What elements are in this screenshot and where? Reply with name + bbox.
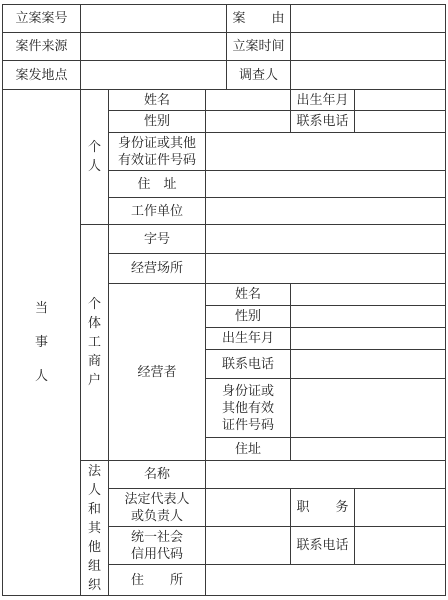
individual-gender-label: 性别 [143,114,170,129]
individual-id-field[interactable] [206,133,445,170]
investigator-field[interactable] [291,61,445,89]
org-address-label: 住 所 [130,572,183,588]
org-credit-code-label: 统一社会 信用代码 [130,529,183,562]
individual-label: 个 人 [87,140,101,174]
location-field[interactable] [81,61,226,89]
individual-phone-label: 联系电话 [296,114,349,129]
case-cause-label: 案 由 [232,11,285,26]
organization-label: 法 人 和 其 他 组 织 [87,463,101,593]
case-source-field[interactable] [81,33,226,60]
business-label: 个 体 工 商 户 [87,297,101,388]
operator-address-label: 住址 [234,441,261,457]
individual-birth-field[interactable] [355,90,445,110]
individual-address-label: 住 址 [137,176,177,192]
org-credit-code-field[interactable] [206,527,290,564]
premises-field[interactable] [206,254,445,283]
operator-phone-label: 联系电话 [221,356,274,372]
individual-birth-label: 出生年月 [296,92,349,108]
trade-name-field[interactable] [206,225,445,253]
operator-id-label: 身份证或 其他有效 证件号码 [221,383,274,433]
filing-time-label: 立案时间 [232,39,285,54]
operator-id-field[interactable] [291,379,445,437]
org-phone-field[interactable] [355,527,445,564]
org-position-label: 职 务 [296,500,349,515]
premises-label: 经营场所 [130,261,183,276]
org-rep-field[interactable] [206,489,290,526]
operator-name-field[interactable] [291,284,445,305]
operator-label: 经营者 [137,364,177,380]
operator-gender-label: 性别 [234,309,261,324]
operator-birth-label: 出生年月 [221,331,274,346]
case-source-label: 案件来源 [15,39,68,54]
operator-address-field[interactable] [291,438,445,460]
filing-time-field[interactable] [291,33,445,60]
individual-name-label: 姓名 [143,92,170,108]
individual-name-field[interactable] [206,90,290,110]
location-label: 案发地点 [15,67,68,83]
case-cause-field[interactable] [291,5,445,32]
case-number-field[interactable] [81,5,226,32]
individual-id-label: 身份证或其他 有效证件号码 [117,135,196,168]
org-name-field[interactable] [206,461,445,488]
operator-name-label: 姓名 [234,287,261,302]
investigator-label: 调查人 [238,67,278,83]
org-address-field[interactable] [206,565,445,595]
org-phone-label: 联系电话 [296,538,349,553]
operator-gender-field[interactable] [291,306,445,327]
individual-address-field[interactable] [206,171,445,197]
org-name-label: 名称 [143,467,170,482]
operator-phone-field[interactable] [291,350,445,378]
party-label: 当 事 人 [34,300,48,384]
org-rep-label: 法定代表人 或负责人 [124,491,190,524]
trade-name-label: 字号 [143,231,170,247]
operator-birth-field[interactable] [291,328,445,349]
individual-employer-label: 工作单位 [130,203,183,219]
individual-phone-field[interactable] [355,111,445,132]
org-position-field[interactable] [355,489,445,526]
individual-gender-field[interactable] [206,111,290,132]
case-number-label: 立案案号 [15,11,68,26]
individual-employer-field[interactable] [206,198,445,224]
